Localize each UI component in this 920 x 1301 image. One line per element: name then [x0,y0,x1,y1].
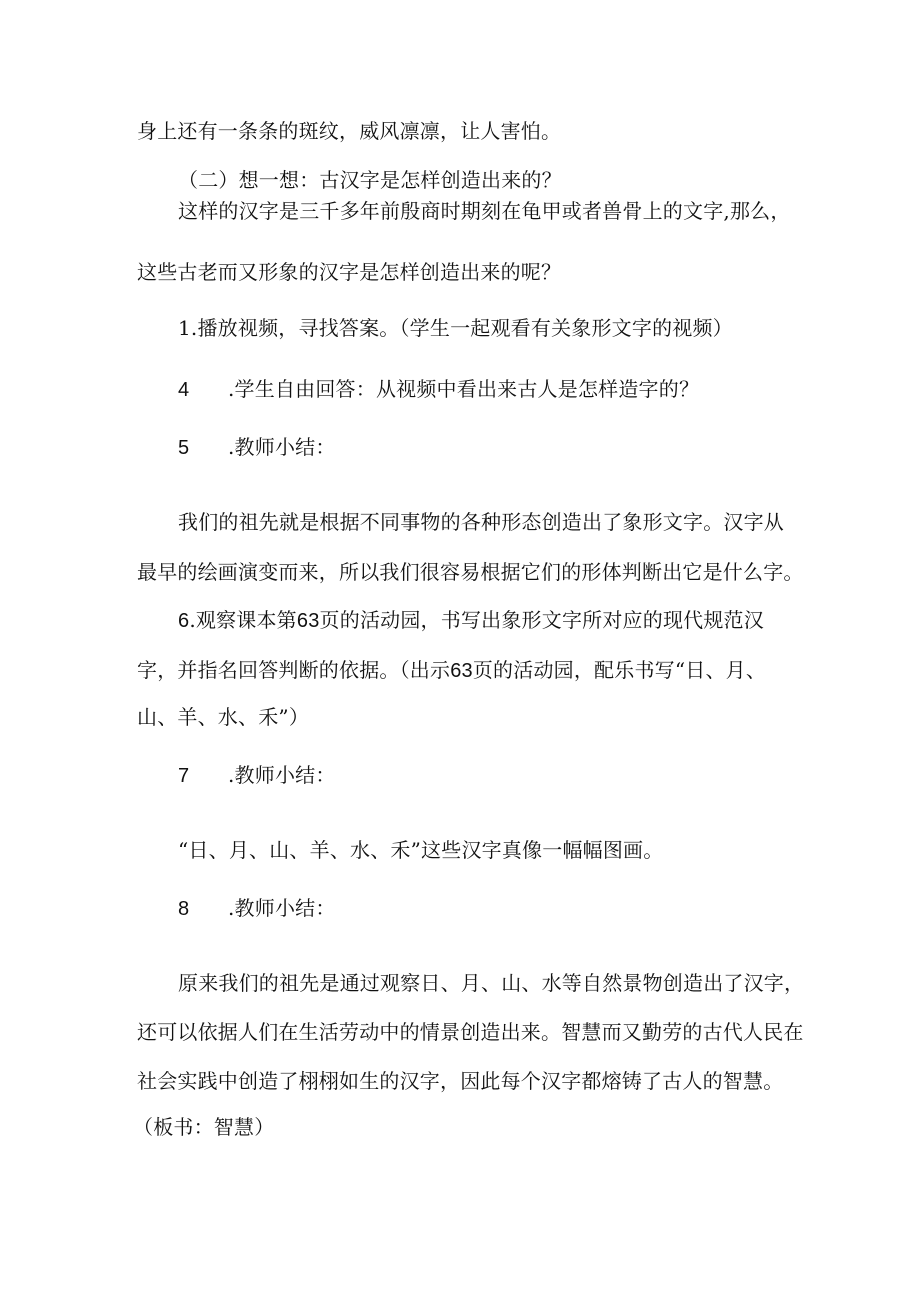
list-item-5 [178,434,336,461]
list-number: 6 [178,610,190,632]
paragraph-line: 这些古老而又形象的汉字是怎样创造出来的呢？ [137,260,562,284]
paragraph-line: 最早的绘画演变而来，所以我们很容易根据它们的形体判断出它是什么字。 [137,560,804,584]
list-number: 7 [178,765,190,787]
list-item-4 [178,376,699,403]
paragraph-line: 还可以依据人们在生活劳动中的情景创造出来。智慧而又勤劳的古代人民在 [137,1020,804,1044]
list-text: .教师小结： [228,896,336,920]
list-text: .教师小结： [228,763,336,787]
paragraph-line: “日、月、山、羊、水、禾”这些汉字真像一幅幅图画。 [178,838,664,862]
list-number: 4 [178,379,190,401]
list-text: .观察课本第 [189,608,297,632]
line-text: 字，并指名回答判断的依据。（出示 [137,658,451,682]
list-text: 页的活动园，书写出象形文字所对应的现代规范汉 [319,608,764,632]
paragraph-line: 我们的祖先就是根据不同事物的各种形态创造出了象形文字。汉字从 [178,510,784,534]
list-item-7 [178,762,336,789]
page-number: 63 [296,610,320,632]
section-heading: （二）想一想：古汉字是怎样创造出来的？ [178,168,562,192]
list-item-1: 1.播放视频，寻找答案。（学生一起观看有关象形文字的视频） [178,316,733,340]
line-text: 页的活动园，配乐书写“日、月、 [472,658,767,682]
list-text: .学生自由回答：从视频中看出来古人是怎样造字的？ [228,377,700,401]
list-text: .教师小结： [228,435,336,459]
board-note: （板书：智慧） [133,1115,275,1139]
list-number: 5 [178,437,190,459]
list-item-8 [178,895,336,922]
list-item-6 [178,607,764,634]
paragraph-line [137,657,766,684]
paragraph-line: 身上还有一条条的斑纹，威风凛凛，让人害怕。 [137,119,562,143]
paragraph-line: 这样的汉字是三千多年前殷商时期刻在龟甲或者兽骨上的文字,那么， [178,199,791,223]
paragraph-line: 社会实践中创造了栩栩如生的汉字，因此每个汉字都熔铸了古人的智慧。 [137,1069,784,1093]
list-number: 8 [178,898,190,920]
paragraph-line: 原来我们的祖先是通过观察日、月、山、水等自然景物创造出了汉字， [178,971,805,995]
page-number: 63 [450,660,473,682]
paragraph-line: 山、羊、水、禾”） [137,705,310,729]
